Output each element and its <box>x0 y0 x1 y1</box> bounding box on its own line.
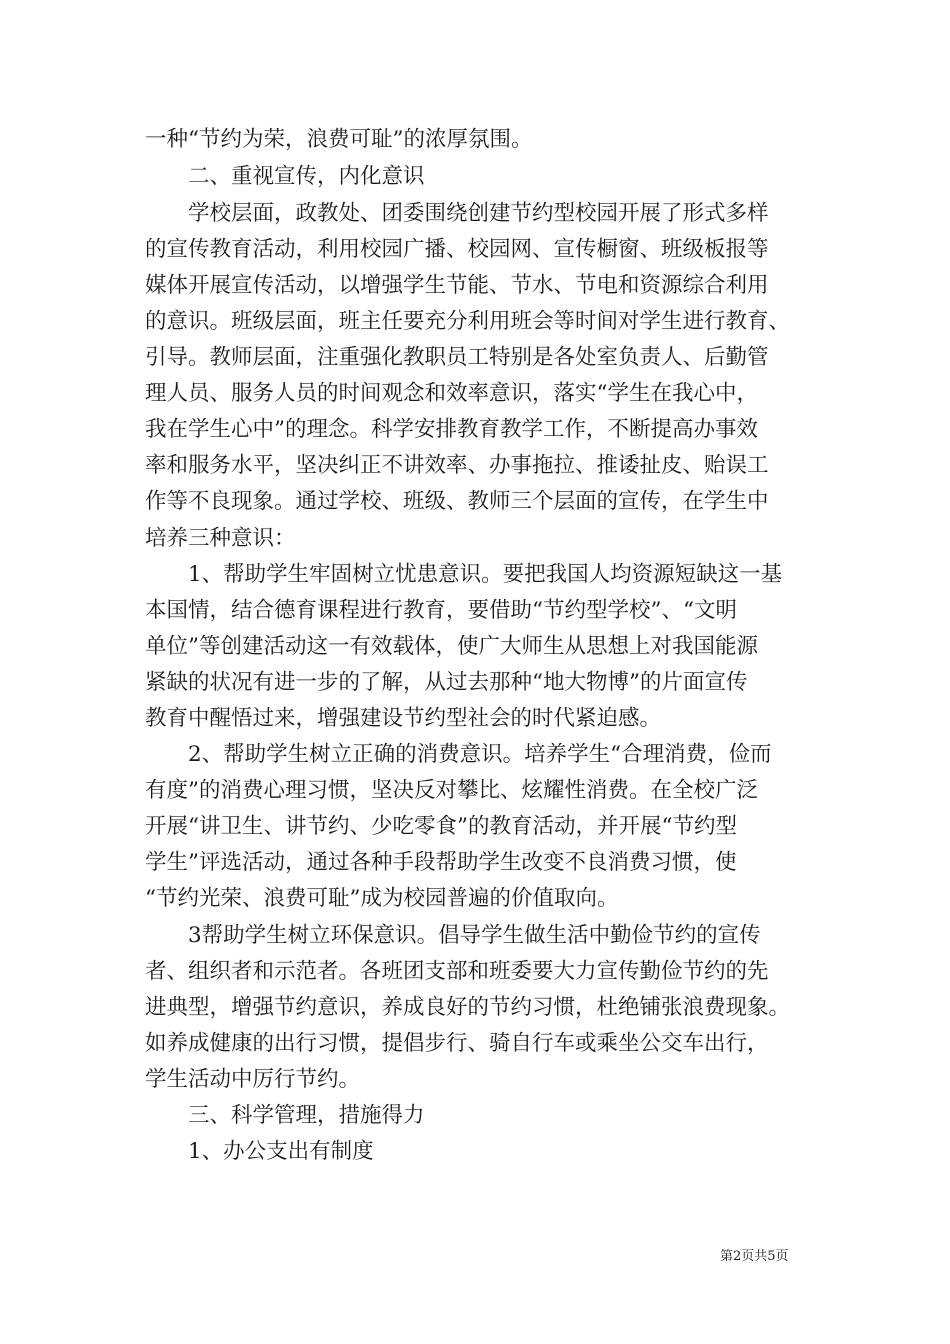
paragraph-line: 2、帮助学生树立正确的消费意识。培养学生“合理消费，俭而 <box>145 742 772 767</box>
paragraph-line: 培养三种意识： <box>145 526 296 551</box>
paragraph-line: 3帮助学生树立环保意识。倡导学生做生活中勤俭节约的宣传 <box>145 923 761 948</box>
paragraph-line: 如养成健康的出行习惯，提倡步行、骑自行车或乘坐公交车出行， <box>145 1031 769 1056</box>
paragraph-line: 学校层面，政教处、团委围绕创建节约型校园开展了形式多样 <box>145 201 769 226</box>
paragraph-line: 本国情，结合德育课程进行教育，要借助“节约型学校”、“文明 <box>145 598 737 623</box>
paragraph-line: 理人员、服务人员的时间观念和效率意识，落实“学生在我心中， <box>145 381 758 406</box>
paragraph-line: 单位”等创建活动这一有效载体，使广大师生从思想上对我国能源 <box>145 634 758 659</box>
paragraph-line: 开展“讲卫生、讲节约、少吃零食”的教育活动，并开展“节约型 <box>145 814 737 839</box>
paragraph-line: 作等不良现象。通过学校、班级、教师三个层面的宣传，在学生中 <box>145 489 769 514</box>
paragraph-line: 引导。教师层面，注重强化教职员工特别是各处室负责人、后勤管 <box>145 345 769 370</box>
paragraph-line: 紧缺的状况有进一步的了解，从过去那种“地大物博”的片面宣传 <box>145 670 748 695</box>
paragraph-line: 我在学生心中”的理念。科学安排教育教学工作，不断提高办事效 <box>145 417 758 442</box>
section-heading: 二、重视宣传，内化意识 <box>145 164 425 189</box>
paragraph-line: 有度”的消费心理习惯，坚决反对攀比、炫耀性消费。在全校广泛 <box>145 778 758 803</box>
paragraph-line: 1、帮助学生牢固树立忧患意识。要把我国人均资源短缺这一基 <box>145 562 783 587</box>
page-number: 第2页共5页 <box>720 1249 789 1264</box>
paragraph-line: 媒体开展宣传活动，以增强学生节能、节水、节电和资源综合利用 <box>145 273 769 298</box>
paragraph-line: 学生”评选活动，通过各种手段帮助学生改变不良消费习惯，使 <box>145 850 737 875</box>
paragraph-line: 一种“节约为荣，浪费可耻”的浓厚氛围。 <box>145 127 533 152</box>
paragraph-line: 学生活动中厉行节约。 <box>145 1067 361 1092</box>
paragraph-line: 教育中醒悟过来，增强建设节约型社会的时代紧迫感。 <box>145 706 662 731</box>
section-heading: 三、科学管理，措施得力 <box>145 1103 425 1128</box>
paragraph-line: 进典型，增强节约意识，养成良好的节约习惯，杜绝铺张浪费现象。 <box>145 995 791 1020</box>
paragraph-line: 1、办公支出有制度 <box>145 1139 374 1164</box>
paragraph-line: 者、组织者和示范者。各班团支部和班委要大力宣传勤俭节约的先 <box>145 959 769 984</box>
paragraph-line: 的意识。班级层面，班主任要充分利用班会等时间对学生进行教育、 <box>145 309 791 334</box>
paragraph-line: 率和服务水平，坚决纠正不讲效率、办事拖拉、推诿扯皮、贻误工 <box>145 453 769 478</box>
paragraph-line: 的宣传教育活动，利用校园广播、校园网、宣传橱窗、班级板报等 <box>145 237 769 262</box>
paragraph-line: “节约光荣、浪费可耻”成为校园普遍的价值取向。 <box>145 886 619 911</box>
